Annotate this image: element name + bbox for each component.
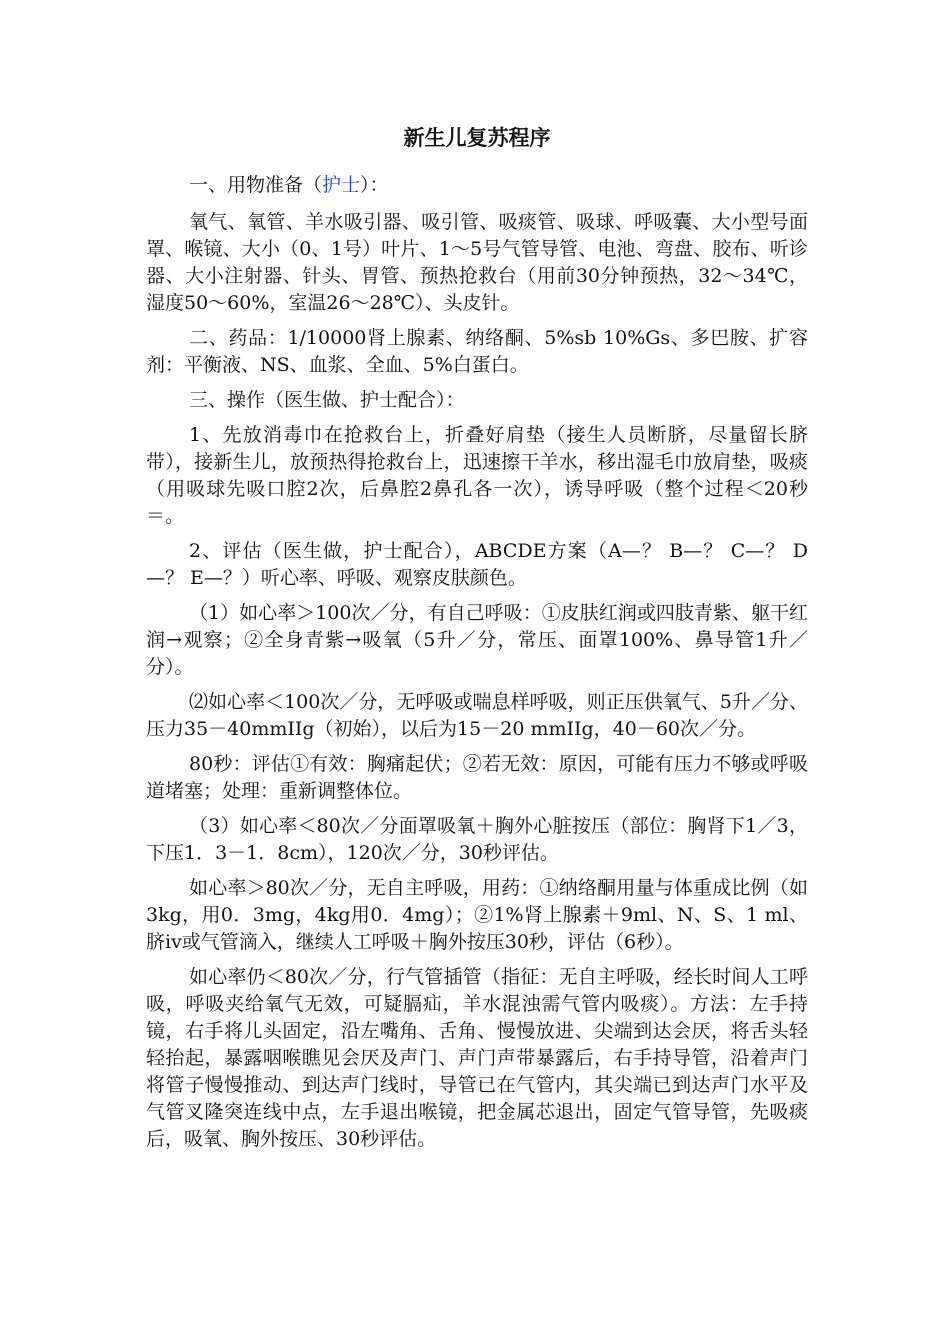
paragraph-equipment-list: 氧气、氧管、羊水吸引器、吸引管、吸痰管、吸球、呼吸囊、大小型号面罩、喉镜、大小（0、1号）叶片、1～5号气管导管、电池、弯盘、胶布、听诊器、大小注射器、针头、胃管、预热抢救台（用前30分钟预热，32～34℃，湿度50～60%，室温26～28℃）、头皮针。 bbox=[146, 211, 808, 314]
paragraph-case-3: （3）如心率＜80次／分面罩吸氧＋胸外心脏按压（部位：胸肾下1／3，下压1．3－1．8cm），120次／分，30秒评估。 bbox=[146, 815, 808, 864]
paragraph-step-1: 1、先放消毒巾在抢救台上，折叠好肩垫（接生人员断脐，尽量留长脐带），接新生儿，放预热得抢救台上，迅速擦干羊水，移出湿毛巾放肩垫，吸痰（用吸球先吸口腔2次，后鼻腔2鼻孔各一次），诱导呼吸（整个过程＜20秒＝。 bbox=[146, 424, 808, 527]
paragraph-case-1: （1）如心率＞100次／分，有自己呼吸：①皮肤红润或四肢青紫、躯干红润→观察；②全身青紫→吸氧（5升／分，常压、面罩100%、鼻导管1升／分）。 bbox=[146, 602, 808, 678]
paragraph-heart-rate-above-80: 如心率＞80次／分，无自主呼吸，用药：①纳络酮用量与体重成比例（如3kg，用0．3mg，4kg用0．4mg）；②1%肾上腺素＋9ml、N、S、1 ml、脐iv或气管滴入，继续人工呼吸＋胸外按压30秒，评估（6秒）。 bbox=[146, 877, 808, 953]
section-equipment-role: 护士 bbox=[322, 174, 361, 196]
section-equipment-suffix: ）： bbox=[360, 174, 389, 196]
paragraph-intubation: 如心率仍＜80次／分，行气管插管（指征：无自主呼吸，经长时间人工呼吸，呼吸夹给氧气无效，可疑膈疝，羊水混浊需气管内吸痰）。方法：左手持镜，右手将儿头固定，沿左嘴角、舌角、慢慢放进、尖端到达会厌，将舌头轻轻抬起，暴露咽喉瞧见会厌及声门、声门声带暴露后，右手持导管，沿着声门将管子慢慢推动、到达声门线时，导管已在气管内，其尖端已到达声门水平及气管叉隆突连线中点，左手退出喉镜，把金属芯退出，固定气管导管，先吸痰后，吸氧、胸外按压、30秒评估。 bbox=[146, 966, 808, 1150]
section-equipment-heading bbox=[146, 172, 808, 199]
paragraph-80-seconds: 80秒：评估①有效：胸痛起伏；②若无效：原因，可能有压力不够或呼吸道堵塞；处理：重新调整体位。 bbox=[146, 753, 808, 802]
paragraph-step-2: 2、评估（医生做，护士配合），ABCDE方案（A—？ B—？ C—？ D—？ E—？）听心率、呼吸、观察皮肤颜色。 bbox=[146, 540, 808, 589]
section-equipment-prefix: 一、用物准备（ bbox=[189, 174, 323, 196]
document-title: 新生儿复苏程序 bbox=[403, 125, 551, 150]
paragraph-operation-heading: 三、操作（医生做、护士配合）： bbox=[189, 389, 465, 411]
paragraph-case-2: ⑵如心率＜100次／分，无呼吸或喘息样呼吸，则正压供氧气、5升／分、压力35－40mmIIg（初始），以后为15－20 mmIIg，40－60次／分。 bbox=[146, 691, 808, 740]
document-body bbox=[146, 124, 808, 1161]
paragraph-drugs: 二、药品：1/10000肾上腺素、纳络酮、5%sb 10%Gs、多巴胺、扩容剂：平衡液、NS、血浆、全血、5%白蛋白。 bbox=[146, 327, 808, 376]
